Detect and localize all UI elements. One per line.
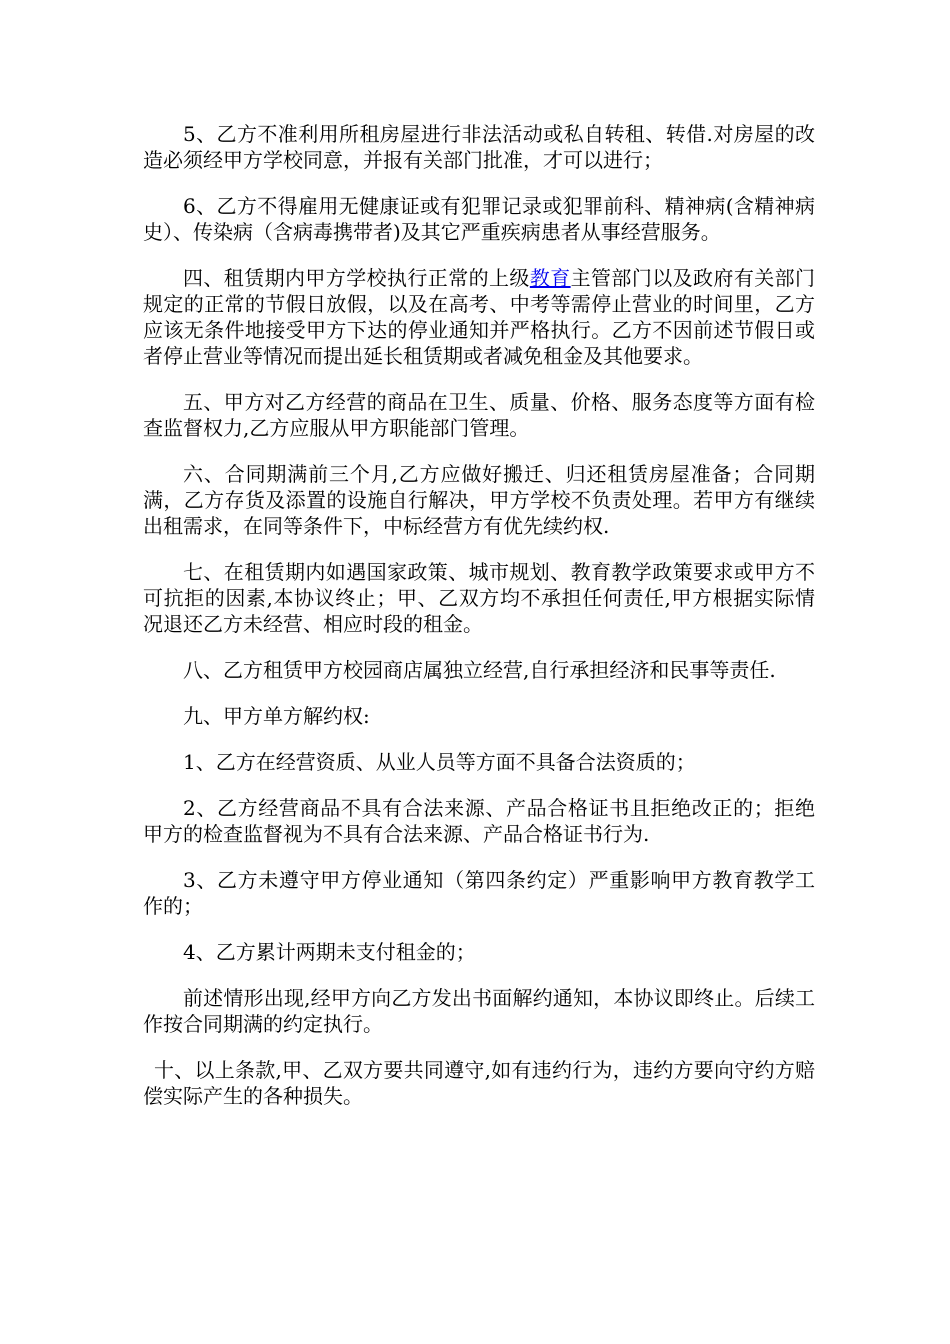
education-link[interactable]: 教育 bbox=[529, 266, 571, 290]
article-9-item-2 bbox=[143, 795, 815, 847]
clause-text: 主管部门以及政府有关部门规定的正常的节假日放假，以及在高考、中考等需停止营业的时间里，乙方应该无条件地接受甲方下达的停业通知并严格执行。乙方不因前述节假日或者停止营业等情况而提出延长租赁期或者减免租金及其他要求。 bbox=[143, 266, 816, 368]
article-9-heading bbox=[143, 703, 815, 729]
article-9-item-4 bbox=[143, 939, 815, 965]
clause-text: 4、乙方累计两期未支付租金的； bbox=[183, 940, 476, 964]
article-9-item-3 bbox=[143, 867, 815, 919]
clause-text: 八、乙方租赁甲方校园商店属独立经营,自行承担经济和民事等责任. bbox=[183, 658, 776, 682]
article-7-paragraph bbox=[143, 559, 815, 637]
clause-text: 6、乙方不得雇用无健康证或有犯罪记录或犯罪前科、精神病(含精神病史）、传染病（含病毒携带者)及其它严重疾病患者从事经营服务。 bbox=[143, 194, 815, 244]
clause-text: 六、合同期满前三个月,乙方应做好搬迁、归还租赁房屋准备；合同期满，乙方存货及添置的设施自行解决，甲方学校不负责处理。若甲方有继续出租需求，在同等条件下，中标经营方有优先续约权. bbox=[143, 462, 815, 538]
article-5-paragraph bbox=[143, 389, 815, 441]
clause-text: 九、甲方单方解约权: bbox=[183, 704, 370, 728]
document-body bbox=[143, 121, 815, 1129]
clause-text: 五、甲方对乙方经营的商品在卫生、质量、价格、服务态度等方面有检查监督权力,乙方应服从甲方职能部门管理。 bbox=[143, 390, 815, 440]
clause-text: 七、在租赁期内如遇国家政策、城市规划、教育教学政策要求或甲方不可抗拒的因素,本协议终止；甲、乙双方均不承担任何责任,甲方根据实际情况退还乙方未经营、相应时段的租金。 bbox=[143, 560, 815, 636]
article-10-paragraph bbox=[143, 1057, 815, 1109]
clause-text: 5、乙方不准利用所租房屋进行非法活动或私自转租、转借.对房屋的改造必须经甲方学校同意，并报有关部门批准，才可以进行； bbox=[143, 122, 815, 172]
article-9-conclusion bbox=[143, 985, 815, 1037]
article-6-paragraph bbox=[143, 461, 815, 539]
clause-text: 3、乙方未遵守甲方停业通知（第四条约定）严重影响甲方教育教学工作的； bbox=[143, 868, 815, 918]
clause-text: 1、乙方在经营资质、从业人员等方面不具备合法资质的； bbox=[183, 750, 696, 774]
clause-text: 前述情形出现,经甲方向乙方发出书面解约通知，本协议即终止。后续工作按合同期满的约定执行。 bbox=[143, 986, 815, 1036]
clause-text: 四、租赁期内甲方学校执行正常的上级 bbox=[183, 266, 530, 290]
article-4-paragraph bbox=[143, 265, 815, 369]
article-8-paragraph bbox=[143, 657, 815, 683]
clause-5-paragraph bbox=[143, 121, 815, 173]
clause-text: 十、以上条款,甲、乙双方要共同遵守,如有违约行为，违约方要向守约方赔偿实际产生的各种损失。 bbox=[143, 1058, 815, 1108]
clause-text: 2、乙方经营商品不具有合法来源、产品合格证书且拒绝改正的；拒绝甲方的检查监督视为不具有合法来源、产品合格证书行为. bbox=[143, 796, 815, 846]
article-9-item-1 bbox=[143, 749, 815, 775]
clause-6-paragraph bbox=[143, 193, 815, 245]
